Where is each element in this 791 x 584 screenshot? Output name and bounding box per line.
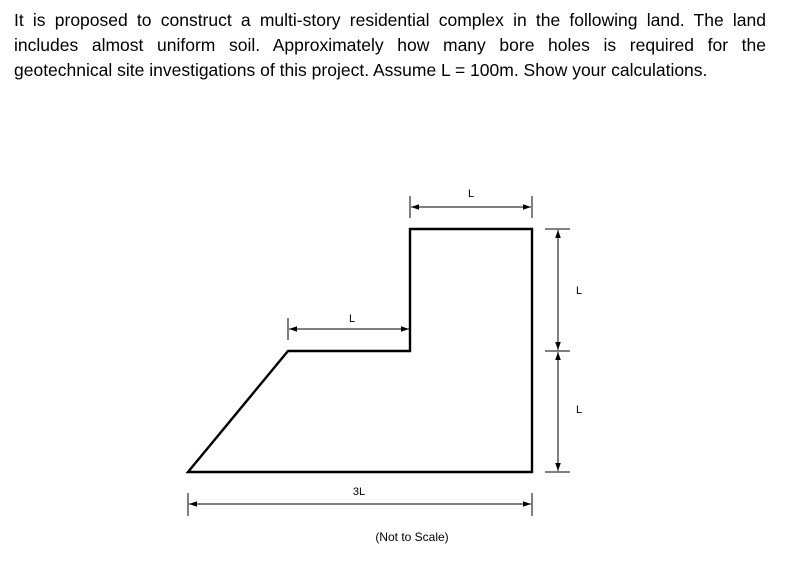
dimension-base-width <box>188 486 532 516</box>
dimension-step-width <box>288 313 409 340</box>
question-line-1: It is proposed to construct a multi-story residential complex in the following land. The land <box>14 10 766 30</box>
dimension-label-right-upper: L <box>575 285 583 297</box>
land-boundary <box>188 229 532 472</box>
dimension-label-right-lower: L <box>575 404 583 416</box>
dimension-label-base: 3L <box>352 486 366 498</box>
dimension-label-top: L <box>467 188 475 200</box>
dimension-top-width <box>410 188 532 218</box>
question-line-2: includes almost uniform soil. Approximately how many bore holes is required for the <box>14 35 766 55</box>
dimension-right-heights <box>545 229 582 472</box>
dimension-label-step: L <box>348 313 356 325</box>
question-line-3: geotechnical site investigations of this project. Assume L = 100m. Show your calculations. <box>14 60 708 80</box>
not-to-scale-note: (Not to Scale) <box>375 530 449 544</box>
